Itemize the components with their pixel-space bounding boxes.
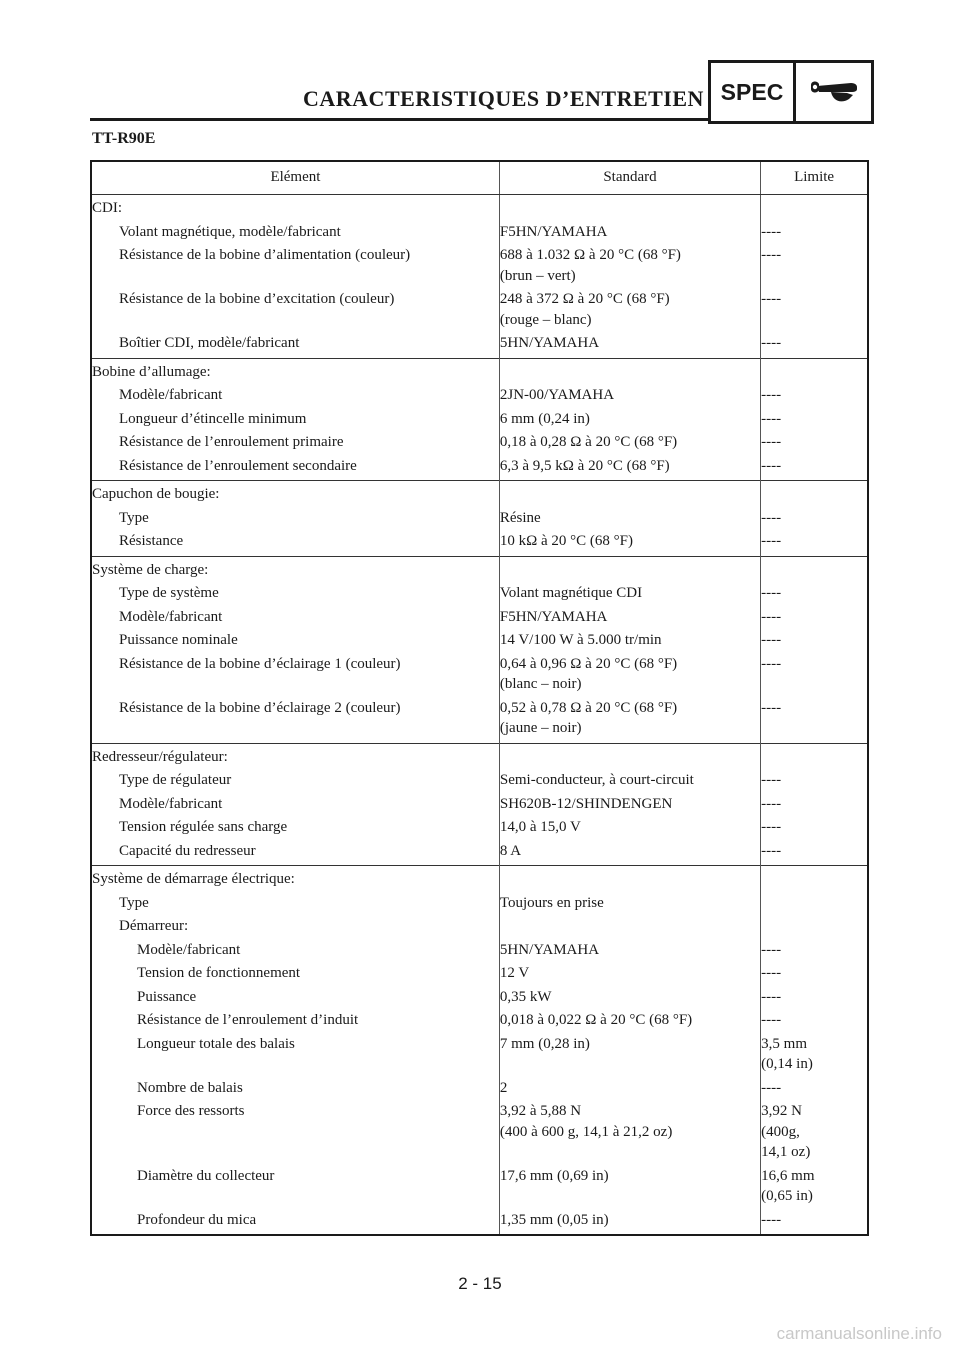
element-label: Type [119,894,149,911]
limit-value: (400g, [761,1123,800,1140]
cell-limit [761,431,868,455]
cell-standard [499,332,760,358]
limit-value: (0,14 in) [761,1056,813,1072]
cell-limit [761,697,868,744]
table-row [91,384,868,408]
element-label: Profondeur du mica [137,1211,257,1228]
limit-value: ---- [761,655,782,672]
standard-value: 12 V [499,965,530,981]
element-label: Résistance de la bobine d’excitation (couleur) [119,291,395,307]
cell-standard [499,606,760,630]
limit-value: ---- [761,795,782,812]
element-label: Tension de fonctionnement [137,965,301,981]
limit-value: ---- [761,842,782,859]
spec-label: SPEC [711,63,796,121]
section-title: Système de charge: [91,556,499,582]
standard-value: 2 [499,1079,508,1096]
table-row [91,507,868,531]
empty-cell [761,481,868,507]
cell-element [91,288,499,332]
cell-limit [761,1165,868,1209]
standard-value: 8 A [499,842,522,859]
table-row [91,530,868,556]
element-label: Longueur totale des balais [137,1035,295,1052]
limit-value: 16,6 mm [761,1167,815,1184]
cell-element [91,606,499,630]
cell-standard [499,1209,760,1236]
cell-element [91,697,499,744]
spec-table [90,160,869,1236]
cell-limit [761,221,868,245]
spec-section [91,481,868,557]
wrench-icon [796,63,871,121]
cell-element [91,332,499,358]
cell-limit [761,939,868,963]
limit-value: ---- [761,1012,782,1028]
table-row [91,1165,868,1209]
standard-value: 7 mm (0,28 in) [499,1035,590,1052]
watermark: carmanualsonline.info [776,1324,942,1343]
section-title: Redresseur/régulateur: [91,743,499,769]
cell-element [91,793,499,817]
cell-element [91,1100,499,1165]
cell-element [91,1165,499,1209]
cell-standard [499,1165,760,1209]
spec-section [91,556,868,743]
standard-value: 3,92 à 5,88 N [499,1103,582,1119]
cell-limit [761,384,868,408]
cell-limit [761,530,868,556]
standard-value: 1,35 mm (0,05 in) [499,1211,609,1228]
cell-standard [499,939,760,963]
spec-section [91,866,868,1236]
cell-standard [499,582,760,606]
cell-limit [761,769,868,793]
standard-value: 688 à 1.032 Ω à 20 °C (68 °F) [499,247,681,263]
element-label: Puissance [137,988,197,1005]
limit-value: ---- [761,608,782,625]
column-header-standard: Standard [499,161,760,195]
cell-standard [499,244,760,288]
cell-limit [761,653,868,697]
cell-standard [499,793,760,817]
column-header-limit: Limite [761,161,868,195]
cell-standard [499,697,760,744]
cell-limit [761,892,868,916]
limit-value: ---- [761,965,782,981]
standard-value: 6 mm (0,24 in) [499,410,590,427]
empty-cell [499,195,760,221]
empty-cell [761,866,868,892]
table-row [91,986,868,1010]
standard-value: Semi-conducteur, à court-circuit [499,772,694,788]
cell-element [91,221,499,245]
standard-value: (brun – vert) [499,267,576,284]
cell-element [91,653,499,697]
page-number: 2 - 15 [458,1274,502,1293]
standard-value: Toujours en prise [499,894,604,911]
element-label: Boîtier CDI, modèle/fabricant [119,335,300,351]
standard-value: 14 V/100 W à 5.000 tr/min [499,632,662,648]
element-label: Longueur d’étincelle minimum [119,410,307,427]
element-label: Résistance [119,533,184,549]
table-row [91,606,868,630]
empty-cell [499,481,760,507]
table-row [91,1033,868,1077]
standard-value: (jaune – noir) [499,720,582,736]
section-title-row [91,743,868,769]
cell-element [91,1077,499,1101]
standard-value: (rouge – blanc) [499,311,592,328]
cell-element [91,962,499,986]
cell-limit [761,915,868,939]
cell-standard [499,840,760,866]
cell-standard [499,530,760,556]
cell-element [91,915,499,939]
limit-value: ---- [761,1211,782,1228]
cell-element [91,384,499,408]
limit-value: ---- [761,457,782,474]
cell-limit [761,1009,868,1033]
standard-value: 10 kΩ à 20 °C (68 °F) [499,533,634,549]
empty-cell [499,743,760,769]
element-label: Volant magnétique, modèle/fabricant [119,223,341,240]
element-label: Type [119,509,149,526]
table-row [91,629,868,653]
standard-value: 6,3 à 9,5 kΩ à 20 °C (68 °F) [499,457,670,474]
cell-element [91,939,499,963]
cell-limit [761,507,868,531]
cell-limit [761,582,868,606]
element-label: Capacité du redresseur [119,842,256,859]
cell-element [91,408,499,432]
limit-value: ---- [761,632,782,648]
cell-element [91,1033,499,1077]
cell-element [91,530,499,556]
limit-value: ---- [761,533,782,549]
cell-standard [499,408,760,432]
standard-value: 14,0 à 15,0 V [499,819,581,835]
element-label: Résistance de l’enroulement d’induit [137,1012,359,1028]
element-label: Modèle/fabricant [119,387,223,403]
cell-element [91,431,499,455]
section-title: Capuchon de bougie: [91,481,499,507]
table-row [91,840,868,866]
table-row [91,962,868,986]
cell-element [91,582,499,606]
limit-value: ---- [761,223,782,240]
section-title: Système de démarrage électrique: [91,866,499,892]
table-row [91,915,868,939]
table-row [91,892,868,916]
cell-element [91,507,499,531]
limit-value: ---- [761,434,782,450]
empty-cell [499,358,760,384]
limit-value: ---- [761,1079,782,1096]
limit-value: ---- [761,819,782,835]
cell-standard [499,653,760,697]
table-row [91,793,868,817]
table-row [91,221,868,245]
cell-standard [499,1033,760,1077]
cell-element [91,1009,499,1033]
element-label: Démarreur: [119,918,189,934]
column-header-element: Elément [91,161,499,195]
model-name: TT-R90E [92,130,156,147]
empty-cell [761,556,868,582]
element-label: Nombre de balais [137,1079,243,1096]
cell-element [91,455,499,481]
cell-element [91,816,499,840]
cell-standard [499,915,760,939]
cell-standard [499,1009,760,1033]
cell-limit [761,408,868,432]
section-title-row [91,556,868,582]
table-row [91,332,868,358]
cell-element [91,1209,499,1236]
table-row [91,816,868,840]
empty-cell [761,195,868,221]
standard-value: 0,18 à 0,28 Ω à 20 °C (68 °F) [499,434,678,450]
standard-value: 248 à 372 Ω à 20 °C (68 °F) [499,291,670,307]
cell-limit [761,1033,868,1077]
cell-limit [761,986,868,1010]
cell-standard [499,507,760,531]
element-label: Modèle/fabricant [119,608,223,625]
page-title: CARACTERISTIQUES D’ENTRETIEN [303,86,704,111]
limit-value: ---- [761,410,782,427]
spec-badge [708,60,874,124]
element-label: Tension régulée sans charge [119,819,288,835]
cell-standard [499,455,760,481]
table-row [91,455,868,481]
limit-value: (0,65 in) [761,1188,813,1204]
header-rule [90,118,708,121]
table-row [91,1209,868,1236]
cell-standard [499,1100,760,1165]
limit-value: ---- [761,941,782,958]
table-row [91,244,868,288]
limit-value: ---- [761,509,782,526]
cell-standard [499,384,760,408]
cell-standard [499,431,760,455]
element-label: Force des ressorts [137,1103,245,1119]
element-label: Résistance de l’enroulement secondaire [119,457,357,474]
empty-cell [499,866,760,892]
cell-limit [761,962,868,986]
element-label: Modèle/fabricant [119,795,223,812]
limit-value: ---- [761,585,782,601]
table-row [91,288,868,332]
cell-element [91,769,499,793]
spec-section [91,743,868,866]
cell-standard [499,816,760,840]
section-title-row [91,358,868,384]
standard-value: Volant magnétique CDI [499,585,643,601]
limit-value: 3,5 mm [761,1035,807,1052]
cell-limit [761,1100,868,1165]
standard-value: 0,64 à 0,96 Ω à 20 °C (68 °F) [499,655,678,672]
cell-standard [499,1077,760,1101]
section-title: Bobine d’allumage: [91,358,499,384]
cell-limit [761,332,868,358]
cell-standard [499,892,760,916]
section-title-row [91,195,868,221]
page-header [90,60,870,122]
standard-value: F5HN/YAMAHA [499,608,608,625]
spec-section [91,195,868,359]
cell-element [91,840,499,866]
cell-standard [499,221,760,245]
limit-value: ---- [761,988,782,1005]
section-title-row [91,866,868,892]
limit-value: 14,1 oz) [761,1144,811,1160]
standard-value: 0,018 à 0,022 Ω à 20 °C (68 °F) [499,1012,693,1028]
standard-value: Résine [499,509,541,526]
cell-element [91,892,499,916]
cell-limit [761,1209,868,1236]
standard-value: 17,6 mm (0,69 in) [499,1167,609,1184]
cell-standard [499,629,760,653]
limit-value: ---- [761,772,782,788]
section-title-row [91,481,868,507]
cell-limit [761,816,868,840]
cell-standard [499,288,760,332]
element-label: Résistance de la bobine d’alimentation (couleur) [119,247,411,263]
table-row [91,1100,868,1165]
table-header-row [91,161,868,195]
cell-standard [499,769,760,793]
empty-cell [499,556,760,582]
cell-limit [761,840,868,866]
spec-section [91,358,868,481]
element-label: Type de régulateur [119,772,232,788]
limit-value: ---- [761,699,782,716]
standard-value: 5HN/YAMAHA [499,335,600,351]
standard-value: (400 à 600 g, 14,1 à 21,2 oz) [499,1123,673,1140]
element-label: Résistance de la bobine d’éclairage 2 (couleur) [119,699,401,716]
element-label: Puissance nominale [119,632,238,648]
standard-value: 0,35 kW [499,988,552,1005]
limit-value: ---- [761,291,782,307]
cell-limit [761,455,868,481]
table-row [91,939,868,963]
standard-value: (blanc – noir) [499,676,582,692]
cell-standard [499,962,760,986]
standard-value: 5HN/YAMAHA [499,941,600,958]
table-row [91,431,868,455]
cell-element [91,629,499,653]
cell-limit [761,629,868,653]
element-label: Diamètre du collecteur [137,1167,275,1184]
empty-cell [761,743,868,769]
element-label: Modèle/fabricant [137,941,241,958]
standard-value: 2JN-00/YAMAHA [499,387,615,403]
table-row [91,1009,868,1033]
cell-element [91,244,499,288]
cell-limit [761,606,868,630]
table-row [91,408,868,432]
limit-value: ---- [761,387,782,403]
cell-limit [761,793,868,817]
element-label: Résistance de la bobine d’éclairage 1 (couleur) [119,655,401,672]
limit-value: 3,92 N [761,1103,802,1119]
empty-cell [761,358,868,384]
limit-value: ---- [761,247,782,263]
element-label: Résistance de l’enroulement primaire [119,434,344,450]
table-row [91,697,868,744]
cell-limit [761,244,868,288]
table-row [91,653,868,697]
table-row [91,1077,868,1101]
cell-limit [761,1077,868,1101]
limit-value: ---- [761,335,782,351]
table-row [91,582,868,606]
cell-limit [761,288,868,332]
cell-element [91,986,499,1010]
element-label: Type de système [119,585,219,601]
section-title: CDI: [91,195,499,221]
cell-standard [499,986,760,1010]
standard-value: SH620B-12/SHINDENGEN [499,795,673,812]
standard-value: 0,52 à 0,78 Ω à 20 °C (68 °F) [499,699,678,716]
table-row [91,769,868,793]
standard-value: F5HN/YAMAHA [499,223,608,240]
